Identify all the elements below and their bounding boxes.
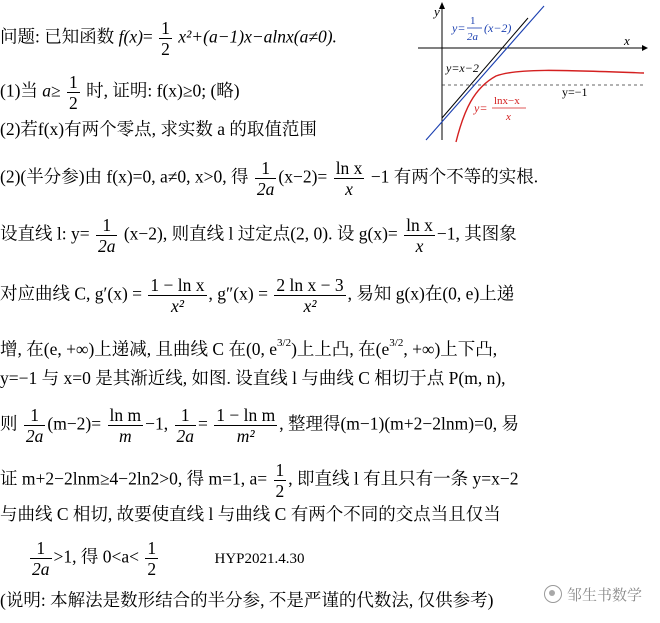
part1-prefix: (1)当 bbox=[0, 80, 38, 101]
frac-num: 1 bbox=[96, 215, 118, 236]
frac-den: 2a bbox=[256, 179, 275, 200]
fraction-half bbox=[159, 18, 172, 59]
x-axis-arrow bbox=[642, 45, 648, 51]
curve-label-den: x bbox=[506, 111, 511, 123]
tangent-label: y=x−2 bbox=[446, 61, 479, 75]
solution-line-6 bbox=[0, 405, 519, 446]
sol6-e: , 整理得(m−1)(m+2−2lnm)=0, 易 bbox=[279, 413, 519, 434]
sol3-b: , g″(x) = bbox=[208, 283, 268, 304]
solution-line-4 bbox=[0, 338, 497, 359]
equals-sign: = bbox=[142, 26, 153, 47]
line-l-label bbox=[451, 15, 511, 43]
frac-den: x bbox=[345, 179, 353, 200]
sol3-frac1 bbox=[148, 275, 206, 316]
frac-num: 1 − ln m bbox=[216, 405, 276, 425]
watermark bbox=[544, 584, 642, 605]
sol6-b: (m−2)= bbox=[47, 413, 102, 434]
sol6-frac1 bbox=[24, 405, 46, 446]
frac-num: 1 bbox=[161, 18, 170, 38]
sol1-a: (2)(半分参)由 f(x)=0, a≠0, x>0, 得 bbox=[0, 166, 249, 187]
wechat-icon bbox=[544, 585, 562, 603]
sol1-frac1 bbox=[255, 158, 277, 199]
sol6-c: −1, bbox=[145, 413, 169, 434]
sol1-b: (x−2)= bbox=[278, 166, 328, 187]
sol2-c: −1, 其图象 bbox=[436, 223, 517, 244]
sol2-a: 设直线 l: y= bbox=[0, 223, 90, 244]
frac-num: 1 bbox=[275, 460, 285, 480]
frac-num: 2 ln x − 3 bbox=[276, 275, 344, 295]
sol4-a: 增, 在(e, +∞)上递减, 且曲线 C 在(0, e bbox=[0, 339, 278, 359]
sol1-frac2 bbox=[334, 158, 365, 199]
frac-den: 2a bbox=[25, 426, 44, 447]
sol6-frac2 bbox=[108, 405, 144, 446]
sol6-d: = bbox=[198, 413, 208, 434]
sol4-sup2: 3/2 bbox=[389, 337, 404, 349]
frac-den: x² bbox=[170, 296, 184, 317]
frac-num: 1 bbox=[175, 405, 197, 426]
sol3-frac2 bbox=[274, 275, 345, 316]
sol7-b: , 即直线 l 有且只有一条 y=x−2 bbox=[288, 468, 519, 489]
function-name: f(x) bbox=[118, 26, 143, 47]
sol9-frac1 bbox=[30, 538, 52, 579]
frac-num: 1 bbox=[147, 538, 157, 558]
sol3-a: 对应曲线 C, g′(x) = bbox=[0, 283, 143, 304]
sol9-a: >1, 得 0<a< bbox=[53, 546, 140, 567]
sol7-frac bbox=[274, 460, 287, 501]
sol4-c: , +∞)上下凸, bbox=[403, 339, 498, 359]
frac-den: m bbox=[119, 426, 132, 447]
sol9-frac2 bbox=[145, 538, 158, 579]
sol1-c: −1 有两个不等的实根. bbox=[370, 166, 539, 187]
solution-line-1 bbox=[0, 158, 538, 199]
frac-den: 2a bbox=[32, 559, 50, 580]
part2-text: (2)若f(x)有两个零点, 求实数 a 的取值范围 bbox=[0, 119, 317, 139]
solution-line-7 bbox=[0, 460, 519, 501]
frac-den: 2 bbox=[161, 39, 170, 60]
sol6-frac4 bbox=[214, 405, 277, 446]
frac-num: 1 bbox=[255, 158, 277, 179]
part1-tail: f(x)≥0; (略) bbox=[156, 80, 240, 101]
part1-var: a bbox=[42, 80, 52, 101]
watermark-text: 邹生书数学 bbox=[566, 587, 642, 604]
frac-num: 1 − ln x bbox=[150, 275, 205, 295]
frac-num: 1 bbox=[30, 538, 52, 559]
frac-den: x bbox=[415, 236, 424, 257]
solution-line-8 bbox=[0, 506, 501, 524]
frac-num: ln x bbox=[406, 215, 433, 235]
function-graph bbox=[412, 0, 660, 145]
frac-den: x² bbox=[303, 296, 317, 317]
solution-line-3 bbox=[0, 275, 514, 316]
line-label-prefix: y= bbox=[452, 21, 466, 35]
sol2-frac1 bbox=[96, 215, 118, 256]
curve-label bbox=[473, 95, 526, 123]
solution-line-2 bbox=[0, 215, 517, 256]
sol2-frac2 bbox=[404, 215, 435, 256]
solution-line-5 bbox=[0, 370, 506, 388]
curve-label-num: lnx−x bbox=[494, 95, 520, 107]
sol6-a: 则 bbox=[0, 413, 18, 434]
part-1 bbox=[0, 72, 240, 113]
line-label-num: 1 bbox=[470, 15, 476, 27]
frac-den: 2 bbox=[69, 93, 78, 114]
asymptote-label: y=−1 bbox=[562, 85, 588, 99]
sol5-text: y=−1 与 x=0 是其渐近线, 如图. 设直线 l 与曲线 C 相切于点 P(m, n), bbox=[0, 368, 506, 388]
y-axis-label: y bbox=[434, 4, 440, 19]
fraction-half-2 bbox=[67, 72, 80, 113]
problem-statement bbox=[0, 18, 337, 59]
part1-ge: ≥ bbox=[51, 80, 61, 101]
frac-den: m² bbox=[236, 426, 255, 447]
frac-num: ln m bbox=[109, 405, 142, 425]
sol7-a: 证 m+2−2lnm≥4−2ln2>0, 得 m=1, a= bbox=[0, 468, 268, 489]
note-text: (说明: 本解法是数形结合的半分参, 不是严谨的代数法, 仅供参考) bbox=[0, 590, 494, 610]
curve-label-prefix: y= bbox=[474, 101, 488, 115]
part1-mid: 时, 证明: bbox=[86, 80, 153, 101]
y-axis-arrow bbox=[439, 2, 445, 9]
sol6-frac3 bbox=[175, 405, 197, 446]
sol2-b: (x−2), 则直线 l 过定点(2, 0). 设 g(x)= bbox=[123, 223, 398, 244]
frac-num: 1 bbox=[24, 405, 46, 426]
sol8-text: 与曲线 C 相切, 故要使直线 l 与曲线 C 有两个不同的交点当且仅当 bbox=[0, 504, 501, 524]
line-label-den: 2a bbox=[467, 31, 478, 43]
problem-intro: 问题: 已知函数 bbox=[0, 26, 115, 47]
sol4-b: )上上凸, 在(e bbox=[291, 339, 390, 359]
sol4-sup1: 3/2 bbox=[277, 337, 292, 349]
frac-num: 1 bbox=[69, 72, 78, 92]
part-2 bbox=[0, 121, 317, 139]
frac-den: 2 bbox=[147, 559, 157, 580]
frac-den: 2a bbox=[97, 236, 116, 257]
author-signature: HYP2021.4.30 bbox=[214, 550, 305, 567]
frac-den: 2a bbox=[176, 426, 194, 447]
line-label-suffix: (x−2) bbox=[484, 21, 512, 35]
solution-note bbox=[0, 592, 493, 610]
frac-num: ln x bbox=[335, 158, 363, 178]
frac-den: 2 bbox=[275, 481, 285, 502]
x-axis-label: x bbox=[624, 33, 630, 48]
solution-line-9 bbox=[0, 538, 305, 579]
sol3-c: , 易知 g(x)在(0, e)上递 bbox=[347, 283, 515, 304]
function-rest: x²+(a−1)x−alnx(a≠0). bbox=[178, 26, 337, 47]
